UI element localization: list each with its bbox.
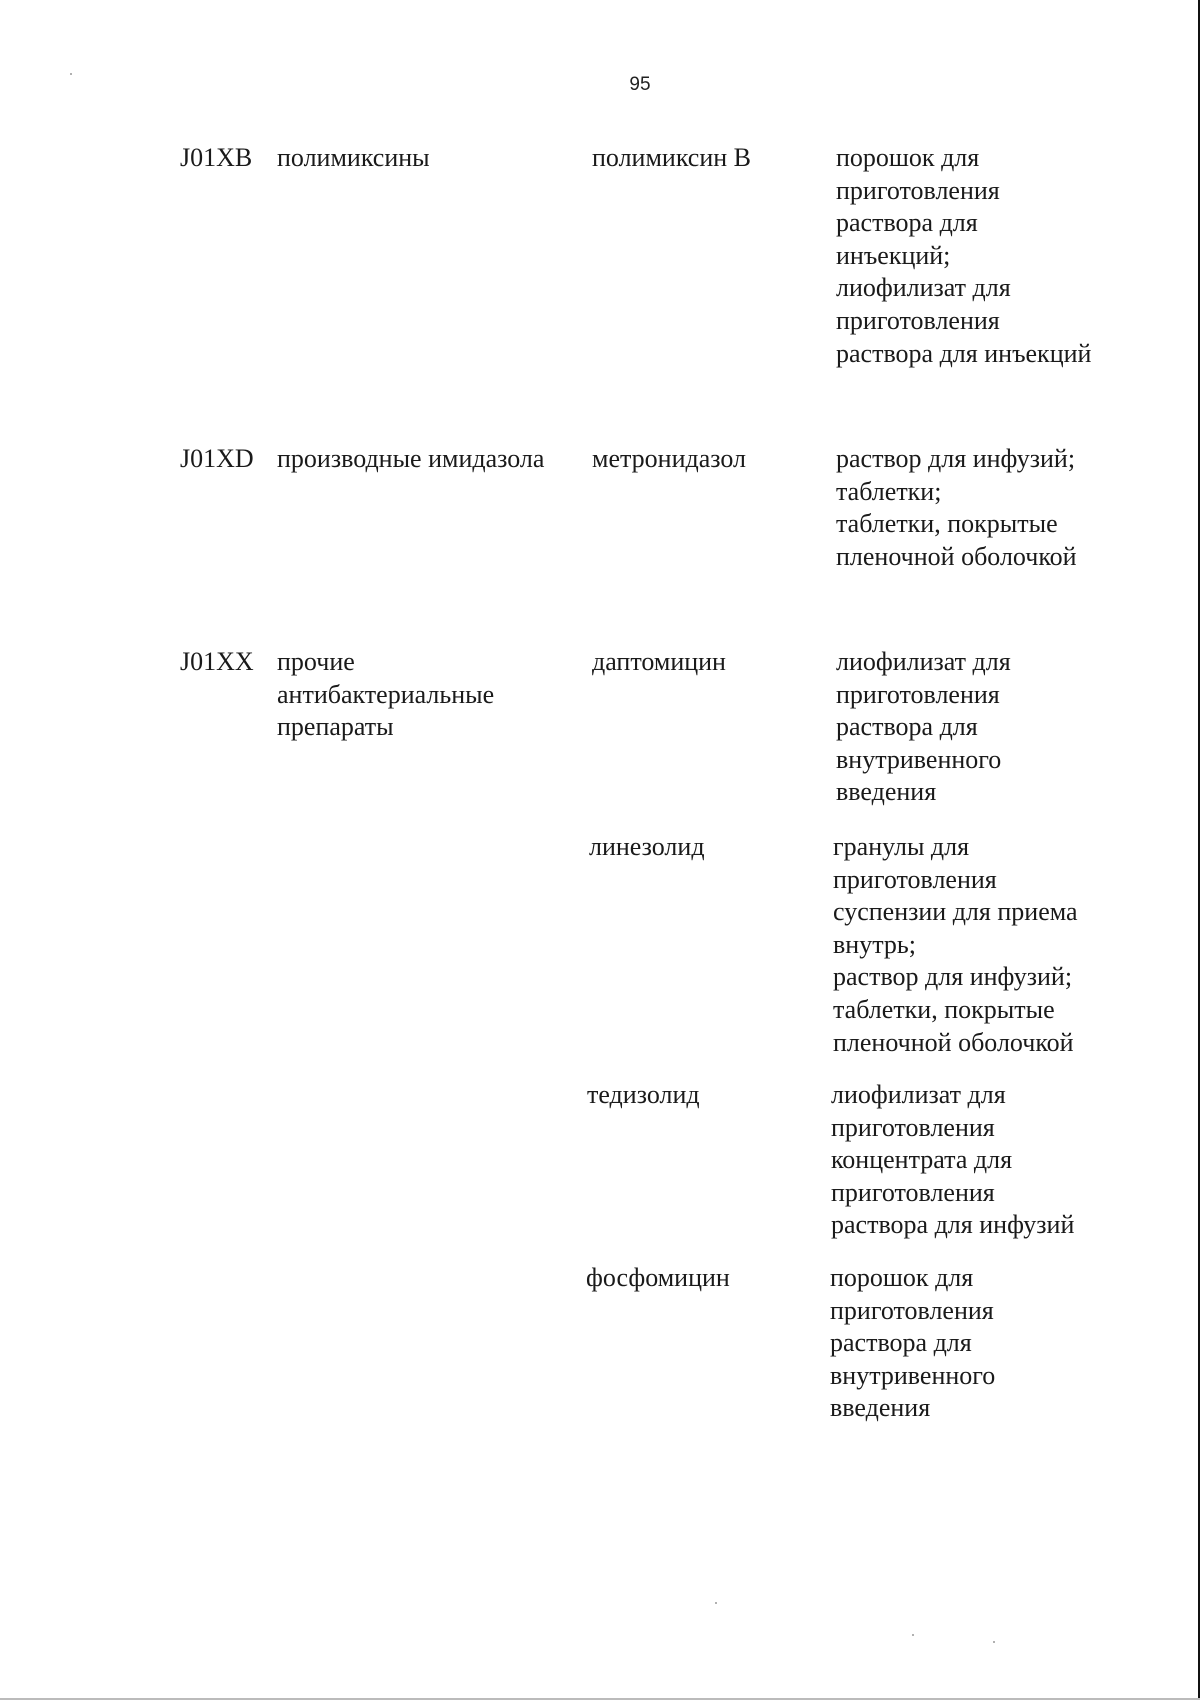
- dosage-forms: лиофилизат для приготовления раствора для внутривенного введения: [836, 647, 1011, 807]
- dosage-forms: порошок для приготовления раствора для инъекций; лиофилизат для приготовления раствора для инъекций: [836, 143, 1092, 368]
- scan-speck: [912, 1634, 914, 1636]
- drug-name: метронидазол: [592, 444, 747, 473]
- atc-code: J01XD: [180, 444, 254, 473]
- dosage-forms: порошок для приготовления раствора для внутривенного введения: [830, 1263, 996, 1423]
- drug-name: тедизолид: [587, 1080, 700, 1109]
- atc-code: J01XB: [180, 143, 253, 172]
- scan-speck: [70, 73, 72, 75]
- dosage-forms: гранулы для приготовления суспензии для приема внутрь; раствор для инфузий; таблетки, покрытые пленочной оболочкой: [833, 832, 1078, 1057]
- group-name: прочие антибактериальные препараты: [277, 647, 495, 742]
- dosage-forms: раствор для инфузий; таблетки; таблетки, покрытые пленочной оболочкой: [836, 444, 1077, 571]
- scan-speck: [715, 1602, 717, 1604]
- scan-speck: [993, 1641, 995, 1643]
- drug-name: полимиксин B: [592, 143, 752, 172]
- page-number: 95: [629, 74, 651, 95]
- dosage-forms: лиофилизат для приготовления концентрата для приготовления раствора для инфузий: [831, 1080, 1075, 1240]
- group-name: производные имидазола: [277, 444, 545, 473]
- drug-name: даптомицин: [592, 647, 726, 676]
- drug-name: линезолид: [589, 832, 705, 861]
- drug-name: фосфомицин: [586, 1263, 730, 1292]
- group-name: полимиксины: [277, 143, 430, 172]
- atc-code: J01XX: [180, 647, 254, 676]
